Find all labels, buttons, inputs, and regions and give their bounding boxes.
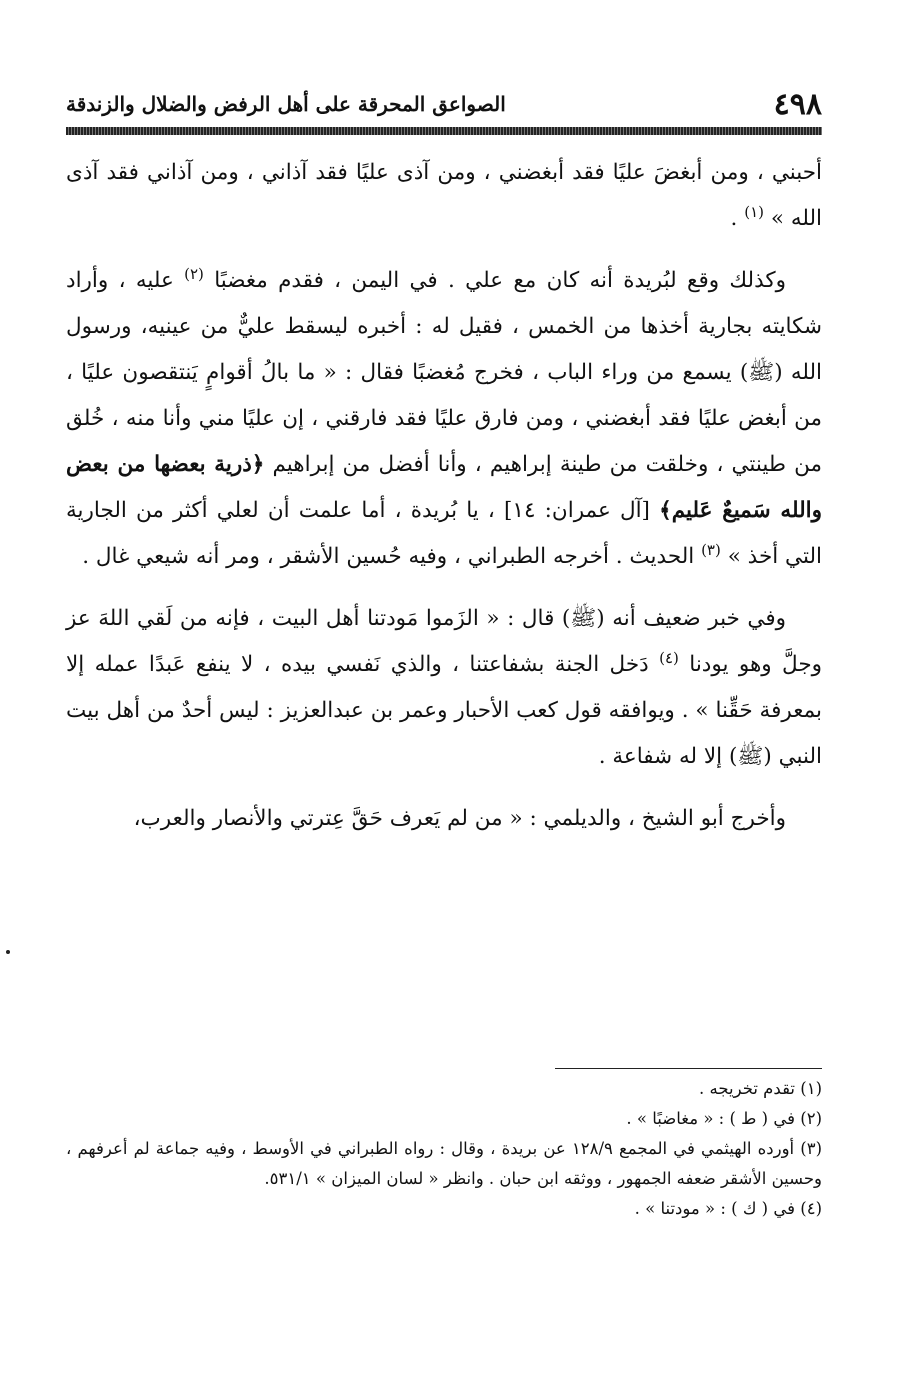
footnote-ref-4: (٤) xyxy=(659,648,679,667)
paragraph-4-text: وأخرج أبو الشيخ ، والديلمي : « من لم يَعرف حَقَّ عِترتي والأنصار والعرب، xyxy=(133,806,786,831)
footnote-4: (٤) في ( ك ) : « مودتنا » . xyxy=(634,1199,822,1218)
footnote-3: (٣) أورده الهيثمي في المجمع ١٢٨/٩ عن بريدة ، وقال : رواه الطبراني في الأوسط ، وفيه جماعة لم أعرفهم ، وحسين الأشقر ضعفه الجمهور ، ووثقه ابن حبان . وانظر « لسان الميزان » ٥٣١/١. xyxy=(66,1139,822,1188)
paragraph-4 xyxy=(66,796,822,842)
running-title: الصواعق المحرقة على أهل الرفض والضلال والزندقة xyxy=(66,92,506,116)
footnote-2: (٢) في ( ط ) : « مغاضبًا » . xyxy=(626,1109,822,1128)
paragraph-3-part-b: دَخل الجنة بشفاعتنا ، والذي نَفسي بيده ، لا ينفع عَبدًا عمله إلا بمعرفة حَقِّنا » . ويوافقه قول كعب الأحبار وعمر بن عبدالعزيز : ليس أحدٌ من أهل بيت النبي (ﷺ) إلا له شفاعة . xyxy=(66,652,822,769)
footnotes-divider xyxy=(555,1068,822,1069)
page-header xyxy=(66,86,822,122)
paragraph-3 xyxy=(66,596,822,780)
paragraph-2-part-d: الحديث . أخرجه الطبراني ، وفيه حُسين الأشقر ، ومر أنه شيعي غال . xyxy=(82,544,695,569)
paragraph-2-part-c: [آل عمران: ١٤] ، يا بُريدة ، أما علمت أن لعلي أكثر من الجارية التي أخذ » xyxy=(66,498,822,569)
header-divider xyxy=(66,127,822,135)
footnote-ref-1: (١) xyxy=(744,202,764,221)
paragraph-3-part-a: وفي خبر ضعيف أنه (ﷺ) قال : « الزَموا مَودتنا أهل البيت ، فإنه من لَقي اللهَ عز وجلَّ وهو يودنا xyxy=(66,606,823,677)
footnote-ref-2: (٢) xyxy=(184,264,204,283)
footnote-1: (١) تقدم تخريجه . xyxy=(699,1079,822,1098)
paragraph-1-end: . xyxy=(730,206,738,231)
paragraph-2-part-a: وكذلك وقع لبُريدة أنه كان مع علي . في اليمن ، فقدم مغضبًا xyxy=(214,268,786,293)
paragraph-2-part-b: عليه ، وأراد شكايته بجارية أخذها من الخمس ، فقيل له : أخبره ليسقط عليٌّ من عينيه، ورسول الله (ﷺ) يسمع من وراء الباب ، فخرج مُغضبًا فقال : « ما بالُ أقوامٍ يَنتقصون عليًا ، من أبغض عليًا فقد أبغضني ، ومن فارق عليًا فقد فارقني ، إن عليًا مني وأنا منه ، خُلق من طينتي ، وخلقت من طينة إبراهيم ، وأنا أفضل من إبراهيم xyxy=(66,268,822,477)
footnote-ref-3: (٣) xyxy=(701,540,721,559)
paragraph-1-text: أحبني ، ومن أبغضَ عليًا فقد أبغضني ، ومن آذى عليًا فقد آذاني ، ومن آذاني فقد آذى الله » xyxy=(66,160,822,231)
main-text xyxy=(66,150,822,858)
footnotes xyxy=(66,1074,822,1224)
scan-speck xyxy=(6,950,10,954)
paragraph-2 xyxy=(66,258,822,580)
page-number: ٤٩٨ xyxy=(773,86,822,122)
paragraph-1 xyxy=(66,150,822,242)
quran-verse: ﴿ذرية بعضها من بعض والله سَميعٌ عَليم﴾ xyxy=(66,452,822,523)
